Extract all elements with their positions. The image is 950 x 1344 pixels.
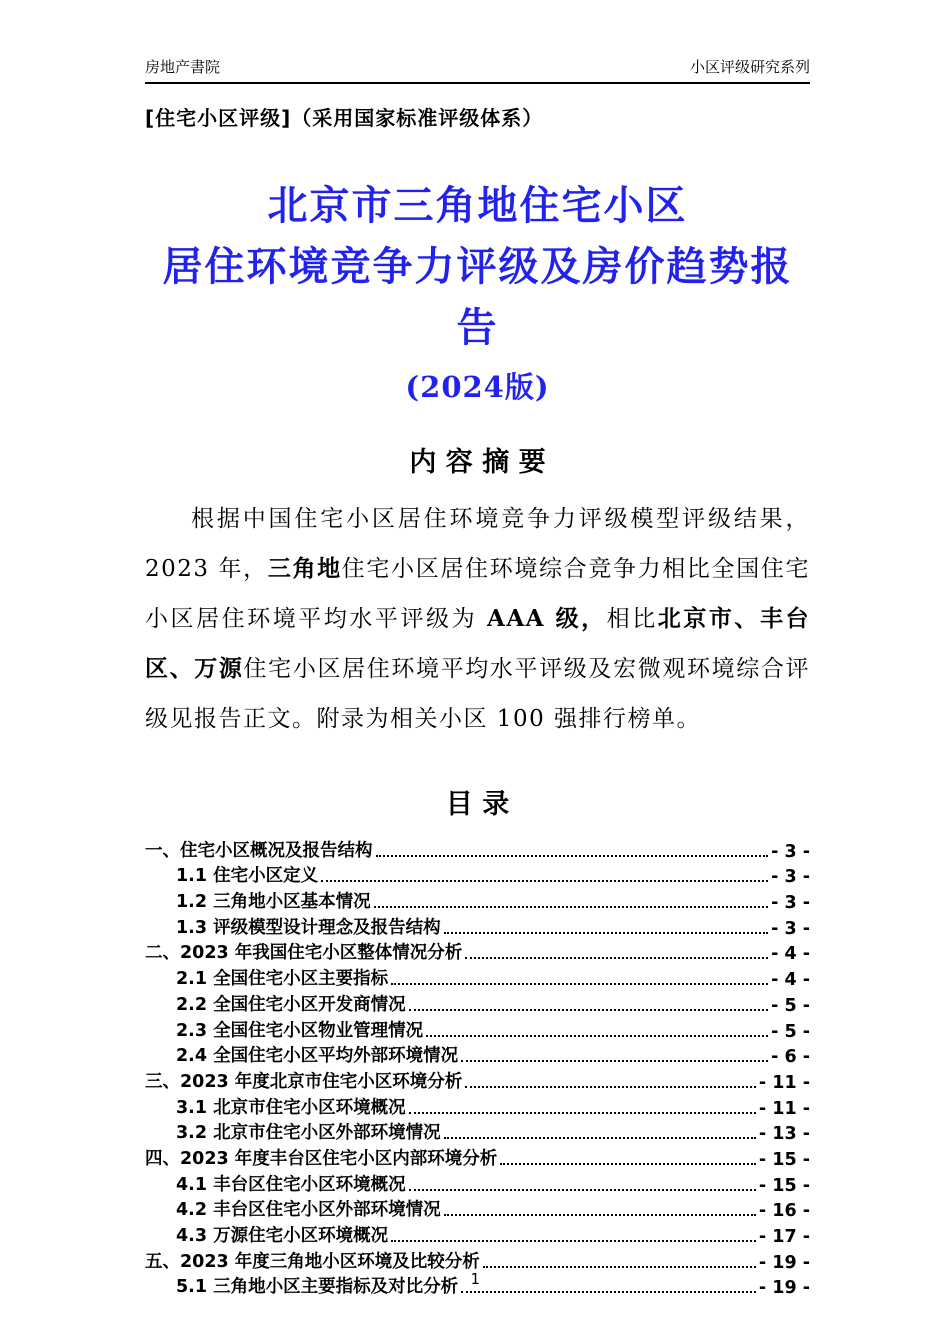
toc-entry-label: 2.2 全国住宅小区开发商情况 <box>176 994 406 1015</box>
rating-system-tagline: [住宅小区评级]（采用国家标准评级体系） <box>145 106 544 130</box>
toc-leader-dots <box>465 1086 756 1088</box>
toc-entry[interactable] <box>145 913 810 939</box>
toc-entry-label: 2.4 全国住宅小区平均外部环境情况 <box>176 1046 459 1067</box>
toc-entry[interactable] <box>145 836 810 862</box>
toc-entry[interactable] <box>145 1221 810 1247</box>
toc-entry-label: 4.1 丰台区住宅小区环境概况 <box>176 1174 406 1195</box>
toc-entry-label: 三、2023 年度北京市住宅小区环境分析 <box>145 1071 463 1092</box>
toc-entry[interactable] <box>145 1042 810 1068</box>
toc-page-number: - 3 - <box>771 893 810 914</box>
summary-text-bold: 三角地 <box>267 555 342 582</box>
toc-leader-dots <box>391 983 768 985</box>
toc-entry-label: 3.1 北京市住宅小区环境概况 <box>176 1097 406 1118</box>
toc-entry-label: 4.3 万源住宅小区环境概况 <box>176 1226 389 1246</box>
summary-text: 住宅小区居住环境平均水平评级及宏微观环境综合评级见报告正文。附录为相关小区 100 强排行榜单。 <box>145 656 811 732</box>
toc-page-number: - 6 - <box>771 1047 810 1068</box>
toc-entry-label: 一、住宅小区概况及报告结构 <box>145 840 373 861</box>
summary-paragraph <box>145 494 810 744</box>
summary-text-bold: AAA 级， <box>486 605 607 632</box>
page-number: 1 <box>470 1270 480 1288</box>
toc-page-number: - 11 - <box>758 1098 810 1119</box>
report-title-line2: 居住环境竞争力评级及房价趋势报告 <box>162 243 793 351</box>
report-title <box>145 175 810 416</box>
toc-list <box>145 836 810 1298</box>
toc-entry[interactable] <box>145 939 810 965</box>
toc-page-number: - 5 - <box>771 995 810 1016</box>
toc-entry-label: 3.2 北京市住宅小区外部环境情况 <box>176 1123 441 1144</box>
toc-leader-dots <box>409 1112 756 1114</box>
toc-entry[interactable] <box>145 964 810 990</box>
toc-leader-dots <box>444 1137 756 1139</box>
toc-entry-label: 二、2023 年我国住宅小区整体情况分析 <box>145 943 463 964</box>
toc-page-number: - 19 - <box>758 1278 810 1299</box>
toc-page-number: - 3 - <box>771 918 810 939</box>
toc-leader-dots <box>374 906 769 908</box>
toc-leader-dots <box>409 1189 756 1191</box>
toc-entry[interactable] <box>145 990 810 1016</box>
toc-leader-dots <box>444 932 769 934</box>
report-title-line1: 北京市三角地住宅小区 <box>267 182 688 229</box>
toc-entry-label: 四、2023 年度丰台区住宅小区内部环境分析 <box>145 1148 498 1169</box>
toc-entry-label: 5.1 三角地小区主要指标及对比分析 <box>176 1277 459 1298</box>
toc-entry-label: 2.1 全国住宅小区主要指标 <box>176 969 389 990</box>
toc-page-number: - 4 - <box>771 970 810 991</box>
running-head-right: 小区评级研究系列 <box>689 58 810 76</box>
toc-page-number: - 5 - <box>771 1021 810 1042</box>
toc-page-number: - 4 - <box>771 944 810 965</box>
toc-entry-label: 4.2 丰台区住宅小区外部环境情况 <box>176 1200 441 1221</box>
toc-entry[interactable] <box>145 1093 810 1119</box>
toc-entry[interactable] <box>145 1067 810 1093</box>
toc-entry[interactable] <box>145 1196 810 1222</box>
toc-heading: 目 录 <box>445 789 510 820</box>
toc-page-number: - 19 - <box>758 1252 810 1273</box>
toc-page-number: - 17 - <box>758 1227 810 1247</box>
toc-page-number: - 16 - <box>758 1201 810 1222</box>
toc-leader-dots <box>500 1163 756 1165</box>
toc-entry-label: 1.1 住宅小区定义 <box>176 866 319 887</box>
toc-leader-dots <box>465 957 768 959</box>
summary-heading: 内 容 摘 要 <box>409 447 546 478</box>
page-footer <box>0 1270 950 1288</box>
report-edition: (2024版) <box>405 370 550 404</box>
toc-entry[interactable] <box>145 887 810 913</box>
toc-page-number: - 13 - <box>758 1124 810 1145</box>
toc-entry[interactable] <box>145 1247 810 1273</box>
toc-leader-dots <box>426 1035 768 1037</box>
toc-page-number: - 15 - <box>758 1149 810 1170</box>
running-head-left: 房地产書院 <box>145 58 221 76</box>
summary-text: 相比 <box>606 606 658 632</box>
toc-page-number: - 3 - <box>771 841 810 862</box>
summary-text-bold: 北京市、丰台区、万源 <box>145 605 811 682</box>
toc-leader-dots <box>376 855 769 857</box>
summary-text: 根据中国住宅小区居住环境竞争力评级模型评级结果，2023 年， <box>145 506 810 582</box>
toc-page-number: - 15 - <box>758 1175 810 1196</box>
toc-page-number: - 3 - <box>771 867 810 888</box>
toc-entry[interactable] <box>145 1144 810 1170</box>
toc-entry[interactable] <box>145 1119 810 1145</box>
toc-entry[interactable] <box>145 862 810 888</box>
running-head <box>145 57 810 77</box>
toc-entry-label: 1.3 评级模型设计理念及报告结构 <box>176 917 441 938</box>
toc-page-number: - 11 - <box>758 1072 810 1093</box>
toc-leader-dots <box>391 1240 756 1242</box>
toc-entry-label: 1.2 三角地小区基本情况 <box>176 892 371 913</box>
summary-text: 住宅小区居住环境综合竞争力相比全国住宅小区居住环境平均水平评级为 <box>145 556 811 632</box>
toc-entry[interactable] <box>145 1016 810 1042</box>
toc-leader-dots <box>461 1291 756 1293</box>
toc-leader-dots <box>409 1009 769 1011</box>
toc-leader-dots <box>321 880 768 882</box>
toc-entry-label: 五、2023 年度三角地小区环境及比较分析 <box>145 1251 480 1272</box>
toc-leader-dots <box>483 1266 756 1268</box>
toc-entry[interactable] <box>145 1170 810 1196</box>
page-header <box>145 57 810 131</box>
header-rule <box>145 82 810 84</box>
toc-leader-dots <box>444 1214 756 1216</box>
toc-leader-dots <box>461 1060 768 1062</box>
toc-entry-label: 2.3 全国住宅小区物业管理情况 <box>176 1020 424 1041</box>
